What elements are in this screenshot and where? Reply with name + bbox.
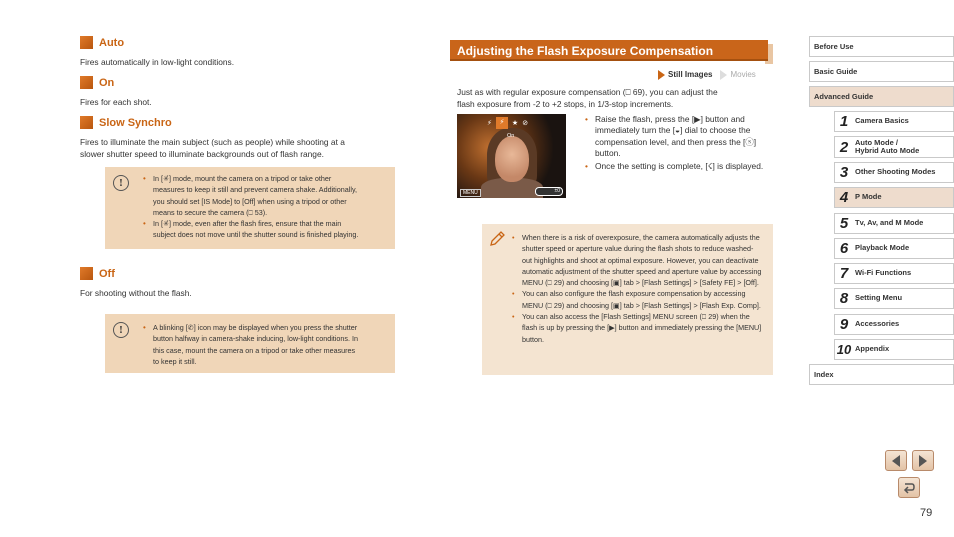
subject-face — [495, 136, 529, 182]
chapter-number: 2 — [839, 138, 849, 156]
chapter-label-line: Auto Mode / — [855, 137, 898, 147]
note-line: to keep it still. — [153, 356, 197, 366]
pencil-icon — [488, 230, 506, 248]
caution-icon: ! — [113, 175, 129, 191]
note-line: means to secure the camera (⎕ 53). — [153, 207, 268, 217]
chapter-number: 5 — [839, 215, 849, 232]
mode-indicator — [658, 70, 756, 80]
section-square-icon — [80, 267, 93, 280]
arrow-right-icon — [919, 455, 927, 467]
chapter-number: 1 — [839, 113, 849, 130]
nav-chapter-playback-mode[interactable] — [834, 238, 954, 259]
section-title: Slow Synchro — [99, 116, 172, 129]
note-line: you should set [IS Mode] to [Off] when using a tripod or other — [153, 196, 347, 206]
nav-chapter-p-mode[interactable] — [834, 187, 954, 208]
on-description: Fires for each shot. — [80, 97, 152, 107]
section-square-icon — [80, 116, 93, 129]
note-bullet — [143, 173, 385, 218]
nav-chapter-auto-mode[interactable] — [834, 136, 954, 158]
caution-note-2 — [105, 314, 395, 373]
back-button[interactable] — [898, 477, 920, 498]
nav-basic-guide[interactable]: Basic Guide — [809, 61, 954, 82]
text-line: slower shutter speed to illuminate backgrounds out of flash range. — [80, 149, 324, 159]
note-line: subject does not move until the shutter sound is finished playing. — [153, 230, 359, 240]
chapter-label: Appendix — [855, 344, 890, 354]
chapter-label — [853, 139, 919, 156]
movies-indicator — [720, 70, 755, 80]
chapter-number: 10 — [836, 342, 852, 357]
nav-advanced-guide[interactable]: Advanced Guide — [809, 86, 954, 107]
nav-chapter-setting-menu[interactable] — [834, 288, 954, 309]
chapter-number: 4 — [839, 189, 849, 206]
exposure-scale: ±0 — [535, 187, 563, 196]
text-line: Just as with regular exposure compensation (⎕ 69), you can adjust the — [457, 87, 718, 97]
note-line: button halfway in camera-shake inducing, low-light conditions. In — [153, 334, 358, 344]
nav-chapter-appendix[interactable] — [834, 339, 954, 360]
nav-index[interactable]: Index — [809, 364, 954, 385]
main-heading — [450, 40, 773, 62]
chapter-number: 8 — [839, 290, 849, 307]
slow-synchro-description — [80, 136, 345, 160]
section-square-icon — [80, 76, 93, 89]
nav-chapter-other-shooting-modes[interactable] — [834, 162, 954, 183]
note-line: this case, mount the camera on a tripod or take other measures — [153, 345, 356, 355]
memo-bullet: • You can also configure the flash exposure compensation by accessing MENU (⎕ 29) and choosing [▣] tab > [Flash Settings] > [Flash Exp. Comp]. — [512, 288, 763, 311]
nav-chapter-wifi-functions[interactable] — [834, 263, 954, 284]
memo-bullet: • When there is a risk of overexposure, the camera automatically adjusts the shutter speed or aperture value during the flash shots to reduce washed-out highlights and shoot at optimal exposure. However, you can deactivate automatic adjustment of the shutter speed and aperture value by accessing MENU (⎕ 29) and choosing [▣] tab > [Flash Settings] > [Safety FE] > [Off]. — [512, 232, 763, 288]
camera-screen-image — [457, 114, 566, 198]
section-title: Auto — [99, 36, 125, 49]
arrow-icon — [658, 70, 665, 80]
steps-list — [585, 114, 777, 173]
flash-auto-icon: ⚡ — [487, 120, 492, 127]
note-bullet — [143, 322, 385, 367]
movies-label: Movies — [730, 70, 756, 80]
auto-description: Fires automatically in low-light conditions. — [80, 57, 235, 67]
step-item: • Raise the flash, press the [▶] button and immediately turn the [◒] dial to choose the compensation level, and then press the [ⓢ] button. — [585, 114, 777, 160]
chapter-label-line: Hybrid Auto Mode — [855, 146, 920, 155]
next-page-button[interactable] — [912, 450, 934, 471]
note-bullet — [143, 218, 385, 241]
chapter-label: Playback Mode — [855, 243, 910, 253]
chapter-label: P Mode — [855, 192, 882, 202]
chapter-number: 6 — [839, 240, 849, 257]
section-title: On — [99, 76, 115, 89]
chapter-number: 3 — [839, 164, 849, 181]
chapter-number: 9 — [839, 316, 849, 333]
step-item: • Once the setting is complete, [☇] is displayed. — [585, 161, 777, 172]
text-line: flash exposure from -2 to +2 stops, in 1/3-stop increments. — [457, 98, 674, 109]
flash-on-icon: ⚡ — [496, 117, 508, 129]
nav-chapter-camera-basics[interactable] — [834, 111, 954, 132]
chapter-number: 7 — [839, 265, 849, 282]
section-off-heading — [80, 267, 115, 280]
previous-page-button[interactable] — [885, 450, 907, 471]
still-images-label: Still Images — [668, 70, 713, 80]
slow-synchro-icon: ★ — [511, 120, 519, 127]
memo-box — [482, 224, 773, 375]
nav-chapter-tv-av-m-mode[interactable] — [834, 213, 954, 234]
chapter-label: Other Shooting Modes — [855, 167, 936, 177]
section-slow-synchro-heading — [80, 116, 172, 129]
chapter-label: Wi-Fi Functions — [855, 268, 912, 278]
chapter-label: Accessories — [855, 319, 900, 329]
chapter-label: Setting Menu — [855, 293, 903, 303]
section-auto-heading — [80, 36, 124, 49]
flash-mode-icons — [487, 117, 528, 129]
caution-note-1 — [105, 167, 395, 249]
note-line: • In [✳́] mode, mount the camera on a tripod or take other — [153, 174, 332, 183]
nav-chapter-accessories[interactable] — [834, 314, 954, 335]
heading-title: Adjusting the Flash Exposure Compensation — [457, 44, 714, 58]
screen-on-label: On — [507, 133, 515, 139]
arrow-icon — [720, 70, 727, 80]
section-square-icon — [80, 36, 93, 49]
chapter-label: Tv, Av, and M Mode — [855, 218, 924, 228]
page-number: 79 — [920, 507, 933, 519]
flash-off-icon: ⊘ — [522, 120, 529, 127]
nav-before-use[interactable]: Before Use — [809, 36, 954, 57]
caution-icon: ! — [113, 322, 129, 338]
return-icon — [902, 482, 916, 494]
arrow-left-icon — [892, 455, 900, 467]
memo-bullet: • You can also access the [Flash Settings] MENU screen (⎕ 29) when the flash is up by pressing the [▶] button and immediately pressing the [MENU] button. — [512, 311, 763, 345]
screen-menu-label: MENU — [460, 189, 481, 197]
off-description: For shooting without the flash. — [80, 288, 192, 298]
note-line: • In [✳́] mode, even after the flash fires, ensure that the main — [153, 219, 342, 229]
text-line: Fires to illuminate the main subject (such as people) while shooting at a — [80, 137, 345, 147]
intro-text — [457, 87, 718, 110]
note-line: • A blinking [✆] icon may be displayed when you press the shutter — [153, 323, 358, 332]
note-line: measures to keep it still and prevent camera shake. Additionally, — [153, 185, 358, 195]
section-on-heading — [80, 76, 114, 89]
still-images-indicator — [658, 70, 712, 80]
chapter-label: Camera Basics — [855, 116, 909, 126]
section-title: Off — [99, 267, 115, 280]
